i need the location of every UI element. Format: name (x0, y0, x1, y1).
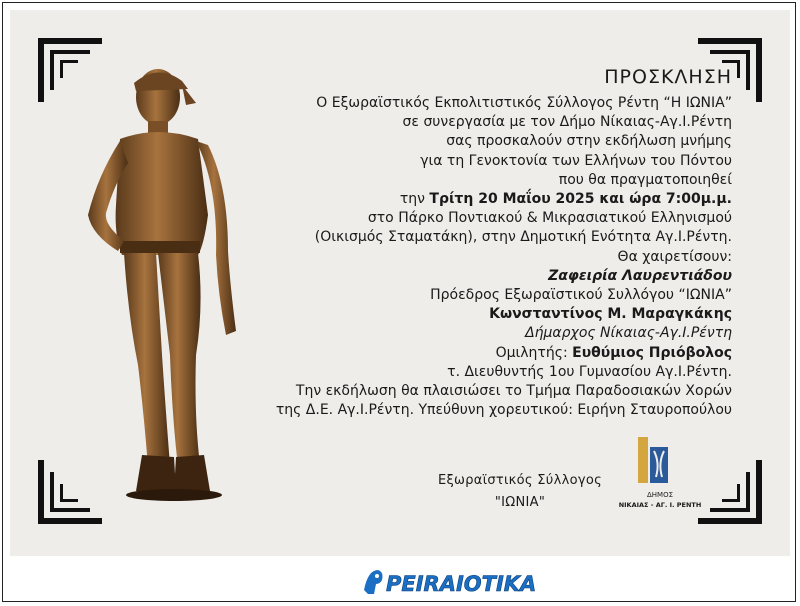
text-line: (Οικισμός Σταματάκη), στην Δημοτική Ενότητα Αγ.Ι.Ρέντη. (314, 229, 732, 246)
signature-line: Εξωραϊστικός Σύλλογος (437, 473, 603, 488)
event-date: Τρίτη 20 Μαΐου 2025 και ώρα 7:00μ.μ. (429, 191, 732, 208)
event-date-line (270, 190, 732, 209)
signature (420, 470, 620, 514)
corner-ornament-bottom-right (698, 460, 762, 524)
invitation-title: ΠΡΟΣΚΛΗΣΗ (604, 66, 732, 88)
text-line: στο Πάρκο Ποντιακού & Μικρασιατικού Ελληνισμού (367, 210, 732, 227)
text-line: σας προσκαλούν στην εκδήλωση μνήμης (446, 133, 732, 150)
text-line: της Δ.Ε. Αγ.Ι.Ρέντη. Υπεύθυνη χορευτικού: Ειρήνη Σταυροπούλου (275, 402, 732, 419)
invitation-body (270, 94, 732, 420)
text-line: σε συνεργασία με τον Δήμο Νίκαιας-Αγ.Ι.Ρέντη (402, 114, 732, 131)
text-line: Ο Εξωραϊστικός Εκπολιτιστικός Σύλλογος Ρέντη “Η ΙΩΝΙΑ” (316, 95, 732, 111)
municipality-logo-line2: ΝΙΚΑΙΑΣ - ΑΓ. Ι. ΡΕΝΤΗ (618, 501, 702, 509)
text-line: που θα πραγματοποιηθεί (558, 171, 732, 188)
brand-logo-text: PEIRAIOTIKA (386, 572, 537, 596)
speaker-line (270, 344, 732, 363)
text-line: Δήμαρχος Νίκαιας-Αγ.Ι.Ρέντη (525, 325, 732, 342)
signature-line: "ΙΩΝΙΑ" (494, 495, 546, 510)
text-line: Θα χαιρετίσουν: (617, 248, 732, 265)
bronze-statue-image (58, 55, 268, 505)
speaker-name: Ζαφειρία Λαυρεντιάδου (548, 267, 732, 284)
text-line: για τη Γενοκτονία των Ελλήνων του Πόντου (420, 152, 732, 169)
date-prefix: την (399, 191, 430, 208)
municipality-logo-line1: ΔΗΜΟΣ (646, 491, 674, 499)
municipality-logo (620, 433, 700, 513)
text-line: Πρόεδρος Εξωραϊστικού Συλλόγου “ΙΩΝΙΑ” (430, 287, 732, 304)
speaker-name: Ευθύμιος Πριόβολος (572, 344, 732, 361)
speaker-prefix: Ομιλητής: (495, 344, 573, 361)
text-line: τ. Διευθυντής 1ου Γυμνασίου Αγ.Ι.Ρέντη. (447, 363, 732, 380)
text-line: Την εκδήλωση θα πλαισιώσει το Τμήμα Παραδοσιακών Χορών (295, 383, 732, 400)
speaker-name: Κωνσταντίνος Μ. Μαραγκάκης (489, 306, 732, 323)
peiraiotika-logo (360, 564, 537, 598)
